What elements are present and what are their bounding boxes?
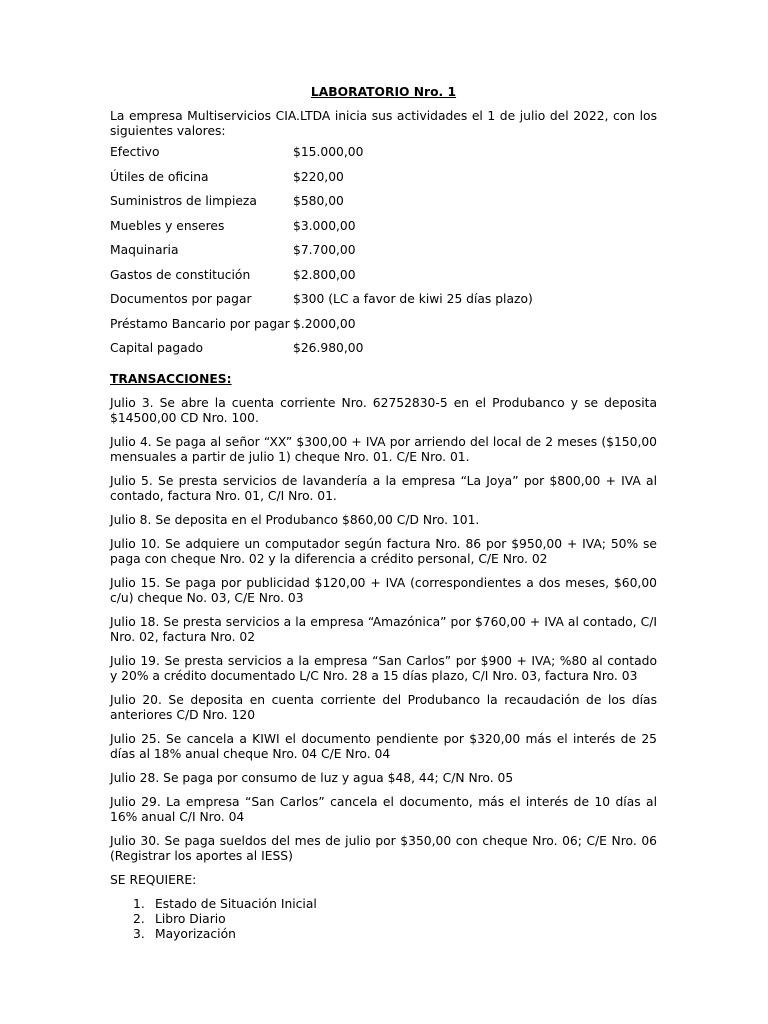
value-row	[110, 292, 657, 317]
value-label: Gastos de constitución	[110, 267, 251, 282]
transaction-item: Julio 5. Se presta servicios de lavandería a la empresa “La Joya” por $800,00 + IVA al contado, factura Nro. 01, C/I Nro. 01.	[110, 473, 657, 503]
list-item	[110, 897, 657, 912]
list-number: 1.	[133, 896, 145, 911]
list-text: Libro Diario	[155, 911, 226, 926]
list-item	[110, 927, 657, 942]
value-label: Efectivo	[110, 145, 160, 159]
value-label: Suministros de limpieza	[110, 194, 257, 208]
transaction-item: Julio 18. Se presta servicios a la empresa “Amazónica” por $760,00 + IVA al contado, C/I Nro. 02, factura Nro. 02	[110, 614, 657, 644]
value-amount: $2.800,00	[293, 267, 356, 282]
transaction-item: Julio 4. Se paga al señor “XX” $300,00 + IVA por arriendo del local de 2 meses ($150,00 mensuales a partir de julio 1) cheque Nro. 01. C/E Nro. 01.	[110, 434, 657, 464]
document-body	[110, 85, 657, 942]
list-item	[110, 912, 657, 927]
list-text: Estado de Situación Inicial	[155, 896, 317, 911]
transaction-item: Julio 25. Se cancela a KIWI el documento pendiente por $320,00 más el interés de 25 días al 18% anual cheque Nro. 04 C/E Nro. 04	[110, 731, 657, 761]
value-label: Muebles y enseres	[110, 218, 225, 233]
value-amount: $15.000,00	[293, 145, 364, 159]
value-label: Documentos por pagar	[110, 292, 252, 306]
transactions-heading: TRANSACCIONES:	[110, 371, 232, 386]
value-label: Útiles de oficina	[110, 169, 209, 184]
value-label: Maquinaria	[110, 243, 179, 257]
value-amount: $.2000,00	[293, 316, 356, 331]
document-title: LABORATORIO Nro. 1	[310, 85, 457, 99]
transaction-item: Julio 30. Se paga sueldos del mes de julio por $350,00 con cheque Nro. 06; C/E Nro. 06 (Registrar los aportes al IESS)	[110, 833, 657, 863]
value-row	[110, 243, 657, 268]
list-text: Mayorización	[155, 926, 236, 941]
value-amount: $580,00	[293, 194, 344, 208]
value-amount: $3.000,00	[293, 218, 356, 233]
transaction-item: Julio 20. Se deposita en cuenta corriente del Produbanco la recaudación de los días anteriores C/D Nro. 120	[110, 692, 657, 722]
transaction-item: Julio 28. Se paga por consumo de luz y agua $48, 44; C/N Nro. 05	[110, 770, 514, 785]
requirements-heading: SE REQUIERE:	[110, 872, 197, 887]
value-row	[110, 194, 657, 219]
value-label: Capital pagado	[110, 341, 204, 355]
intro-paragraph: La empresa Multiservicios CIA.LTDA inicia sus actividades el 1 de julio del 2022, con los siguientes valores:	[110, 109, 657, 138]
value-row	[110, 219, 657, 244]
value-amount: $300 (LC a favor de kiwi 25 días plazo)	[293, 292, 533, 306]
value-row	[110, 317, 657, 342]
value-label: Préstamo Bancario por pagar	[110, 316, 290, 331]
value-amount: $7.700,00	[293, 243, 356, 257]
transaction-item: Julio 19. Se presta servicios a la empresa “San Carlos” por $900 + IVA; %80 al contado y 20% a crédito documentado L/C Nro. 28 a 15 días plazo, C/I Nro. 03, factura Nro. 03	[110, 653, 657, 683]
value-row	[110, 341, 657, 366]
list-number: 3.	[133, 926, 145, 941]
transaction-item: Julio 10. Se adquiere un computador según factura Nro. 86 por $950,00 + IVA; 50% se paga con cheque Nro. 02 y la diferencia a crédito personal, C/E Nro. 02	[110, 536, 657, 566]
value-amount: $220,00	[293, 169, 344, 184]
transaction-item: Julio 8. Se deposita en el Produbanco $860,00 C/D Nro. 101.	[110, 512, 480, 527]
value-amount: $26.980,00	[293, 341, 364, 355]
value-row	[110, 145, 657, 170]
value-row	[110, 268, 657, 293]
transaction-item: Julio 15. Se paga por publicidad $120,00 + IVA (correspondientes a dos meses, $60,00 c/u) cheque No. 03, C/E Nro. 03	[110, 575, 657, 605]
requirements-list	[110, 897, 657, 942]
list-number: 2.	[133, 911, 145, 926]
initial-values-list	[110, 145, 657, 366]
transaction-item: Julio 3. Se abre la cuenta corriente Nro. 62752830-5 en el Produbanco y se deposita $14500,00 CD Nro. 100.	[110, 395, 657, 425]
value-row	[110, 170, 657, 195]
transaction-item: Julio 29. La empresa “San Carlos” cancela el documento, más el interés de 10 días al 16% anual C/I Nro. 04	[110, 794, 657, 824]
